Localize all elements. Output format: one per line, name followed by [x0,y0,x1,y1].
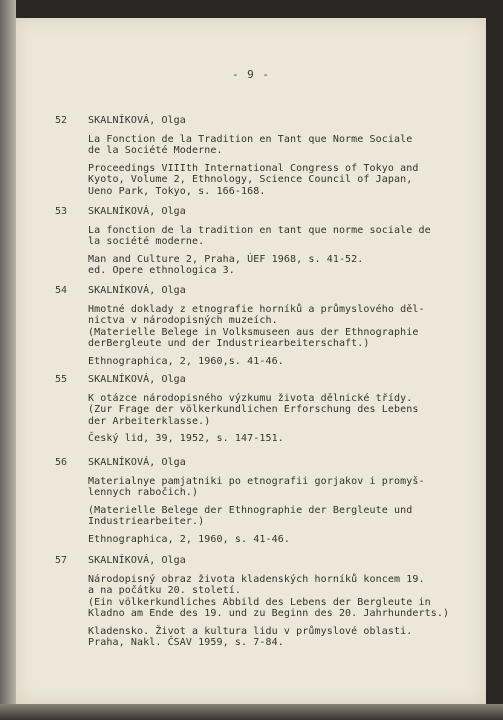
entry-number: 57 [55,555,68,566]
entry-body [88,555,480,649]
entry-text-line: Materialnye pamjatniki po etnografii gorjakov i promyš- [88,475,425,487]
entry-text-line: der Arbeiterklasse.) [88,415,211,427]
entry-text-line: Praha, Nakl. ČSAV 1959, s. 7-84. [88,637,284,648]
document-page [16,18,486,704]
entry-text-line: La fonction de la tradition en tant que norme sociale de [88,224,431,236]
entry-text-line: lennych rabočich.) [88,487,199,498]
entry-body [88,457,480,545]
entry-text-line: Český lid, 39, 1952, s. 147-151. [88,433,284,444]
entry-text-line: Ueno Park, Tokyo, s. 166-168. [88,185,266,197]
entry-author: SKALNÍKOVÁ, Olga [88,374,186,385]
entry-text-line: Industriearbeiter.) [88,516,205,527]
entry-text-line: Kyoto, Volume 2, Ethnology, Science Council of Japan, [88,174,413,185]
entry-body [88,285,480,367]
entry-body [88,206,480,277]
entry-author: SKALNÍKOVÁ, Olga [88,555,186,566]
entry-text-line: Hmotné doklady z etnografie horníků a průmyslového děl- [88,303,425,315]
entry-text-line: de la Société Moderne. [88,145,223,156]
scan-edge-left [0,0,16,720]
entry-text-line: Národopisný obraz života kladenských horníků koncem 19. [88,573,425,585]
entry-number: 52 [55,115,68,126]
entry-author: SKALNÍKOVÁ, Olga [88,206,186,217]
entry-text-line: nictva v národopisných muzeích. [88,315,278,326]
entry-body [88,374,480,445]
entry-text-line: (Materielle Belege in Volksmuseen aus der Ethnographie [88,326,419,338]
entry-text-line: Ethnographica, 2, 1960,s. 41-46. [88,355,284,367]
entry-number: 56 [55,457,68,468]
entry-author: SKALNÍKOVÁ, Olga [88,285,186,296]
entry-text-line: La Fonction de la Tradition en Tant que Norme Sociale [88,133,413,145]
entry-number: 55 [55,374,68,385]
entry-text-line: la société moderne. [88,236,205,247]
entry-text-line: Proceedings VIIIth International Congress of Tokyo and [88,162,419,174]
page-number: - 9 - [231,68,271,81]
entry-text-line: (Ein völkerkundliches Abbild des Lebens der Bergleute in [88,596,431,608]
entry-number: 54 [55,285,68,296]
entry-text-line: derBergleute und der Industriearbeiterschaft.) [88,338,370,349]
entry-author: SKALNÍKOVÁ, Olga [88,115,186,126]
entry-text-line: ed. Opere ethnologica 3. [88,265,235,276]
entry-number: 53 [55,206,68,217]
entry-text-line: (Zur Frage der völkerkundlichen Erforschung des Lebens [88,404,419,415]
entry-body [88,115,480,197]
scan-edge-bottom [0,704,503,720]
entry-text-line: Kladno am Ende des 19. und zu Beginn des 20. Jahrhunderts.) [88,608,450,619]
entry-text-line: a na počátku 20. století. [88,585,242,596]
entry-text-line: K otázce národopisného výzkumu života dělnické třídy. [88,392,413,404]
entry-text-line: Kladensko. Život a kultura lidu v průmyslové oblasti. [88,625,413,637]
entry-text-line: Ethnographica, 2, 1960, s. 41-46. [88,533,290,545]
entry-text-line: (Materielle Belege der Ethnographie der Bergleute und [88,504,413,516]
entry-text-line: Man and Culture 2, Praha, ÚEF 1968, s. 41-52. [88,253,364,265]
entry-author: SKALNÍKOVÁ, Olga [88,457,186,468]
